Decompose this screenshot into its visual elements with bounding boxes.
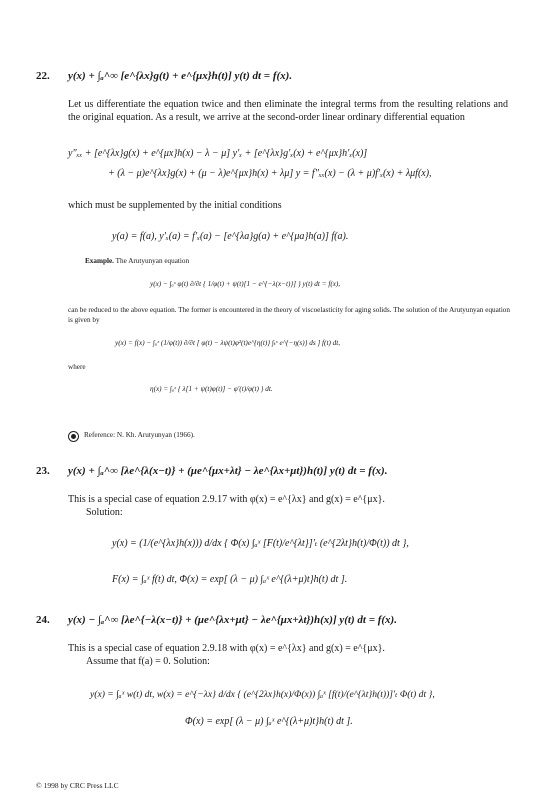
eq23-solution-label: Solution:: [86, 507, 123, 518]
eq22-intro: Let us differentiate the equation twice and then eliminate the integral terms from the resulting relations and the original equation. As a result, we arrive at the second-order linear ordinary differential equation: [68, 99, 508, 123]
eq24-solution-Phi: Φ(x) = exp[ (λ − μ) ∫ₐˣ e^{(λ+μ)t}h(t) dt ].: [185, 716, 353, 727]
equation-22-header: y(x) + ∫ₐ^∞ [e^{λx}g(t) + e^{μx}h(t)] y(t) dt = f(x).: [68, 70, 293, 82]
eta-definition: η(x) = ∫ₐˣ { λ[1 + ψ(t)φ(t)] − φ′(t)/φ(t) } dt.: [150, 385, 273, 393]
equation-24-header: y(x) − ∫ₐ^∞ [λe^{−λ(x−t)} + (μe^{λx+μt} − λe^{μx+λt})h(x)] y(t) dt = f(x).: [68, 614, 397, 626]
eq22-ode-line2: + (λ − μ)e^{λx}g(x) + (μ − λ)e^{μx}h(x) + λμ] y = f″ₓₓ(x) − (λ + μ)f′ₓ(x) + λμf(x),: [108, 168, 432, 179]
eq23-solution-y: y(x) = (1/(e^{λx}h(x))) d/dx { Φ(x) ∫ₐˣ [F(t)/e^{λt}]′ₜ (e^{2λt}h(t)/Φ(t)) dt },: [112, 538, 409, 549]
arutyunyan-solution: y(x) = f(x) − ∫ₐˣ (1/φ(t)) ∂/∂t [ φ(t) − λψ(t)φ²(t)e^{η(t)} ∫ₜˣ e^{−η(s)} ds ] f(t) dt,: [115, 339, 341, 347]
eq22-ode-line1: y″ₓₓ + [e^{λx}g(x) + e^{μx}h(x) − λ − μ] y′ₓ + [e^{λx}g′ₓ(x) + e^{μx}h′ₓ(x)]: [68, 148, 368, 159]
example-label: Example.: [85, 257, 114, 265]
eq22-supp-text: which must be supplemented by the initial conditions: [68, 200, 282, 211]
equation-number-23: 23.: [36, 465, 50, 477]
eq23-text: This is a special case of equation 2.9.17 with φ(x) = e^{λx} and g(x) = e^{μx}.: [68, 494, 385, 505]
arutyunyan-text: can be reduced to the above equation. The former is encountered in the theory of viscoelasticity for aging solids. The solution of the Arutyunyan equation is given by: [68, 306, 510, 324]
example-line: [85, 257, 505, 267]
copyright-footer: © 1998 by CRC Press LLC: [36, 781, 119, 790]
equation-23-header: y(x) + ∫ₐ^∞ [λe^{λ(x−t)} + (μe^{μx+λt} − λe^{λx+μt})h(t)] y(t) dt = f(x).: [68, 465, 388, 477]
arutyunyan-equation: y(x) − ∫ₐˣ φ(t) ∂/∂t { 1/φ(t) + ψ(t)[1 − e^{−λ(x−t)}] } y(t) dt = f(x),: [150, 280, 341, 288]
reference-text: Reference: N. Kh. Arutyunyan (1966).: [84, 431, 195, 439]
example-text: The Arutyunyan equation: [115, 257, 190, 265]
eq23-solution-F-Phi: F(x) = ∫ₐˣ f(t) dt, Φ(x) = exp[ (λ − μ) ∫ₐˣ e^{(λ+μ)t}h(t) dt ].: [112, 574, 348, 585]
reference-bullet-icon: [68, 431, 79, 442]
equation-number-22: 22.: [36, 70, 50, 82]
eq24-solution-y-w: y(x) = ∫ₐˣ w(t) dt, w(x) = e^{−λx} d/dx { (e^{2λx}h(x)/Φ(x)) ∫ₐˣ [f(t)/(e^{λt}h(t))]′ₜ Φ(t) dt },: [90, 689, 435, 700]
where-label: where: [68, 363, 86, 371]
equation-number-24: 24.: [36, 614, 50, 626]
eq24-text: This is a special case of equation 2.9.18 with φ(x) = e^{λx} and g(x) = e^{μx}.: [68, 643, 385, 654]
eq22-initial-conditions: y(a) = f(a), y′ₓ(a) = f′ₓ(a) − [e^{λa}g(a) + e^{μa}h(a)] f(a).: [112, 231, 349, 242]
eq24-assume: Assume that f(a) = 0. Solution:: [86, 656, 210, 667]
